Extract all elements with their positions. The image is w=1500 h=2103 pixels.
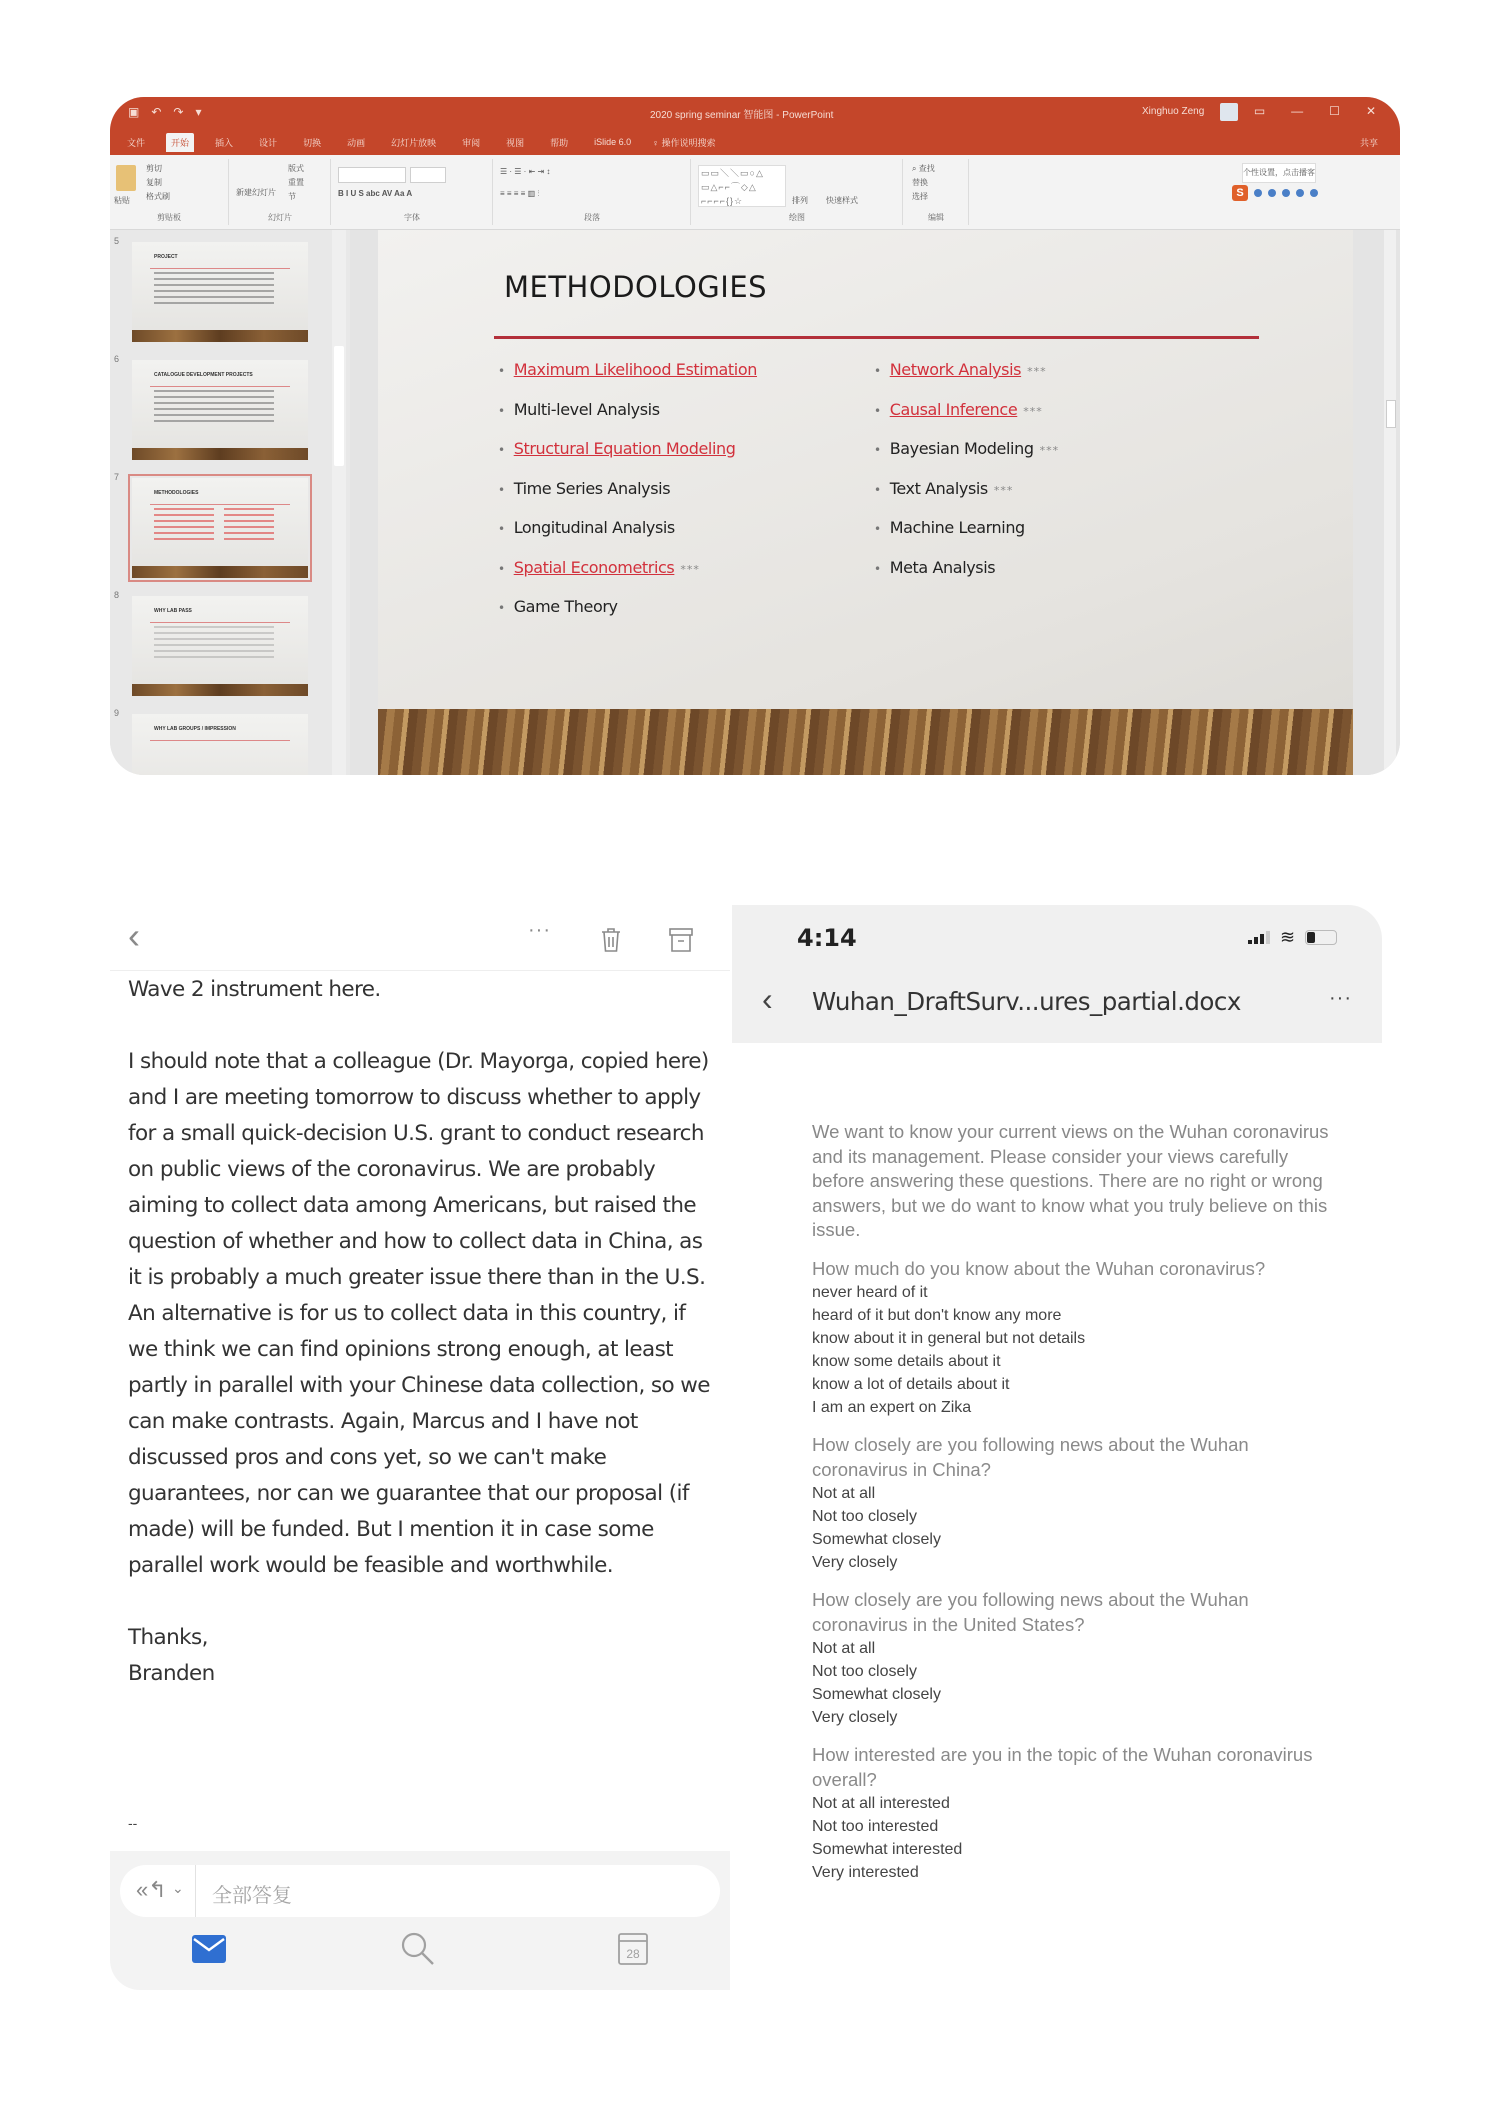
search-icon: ⌕ [912,164,919,173]
answer-option: Somewhat closely [812,1686,941,1703]
thumbnail-title: CATALOGUE DEVELOPMENT PROJECTS [154,372,253,378]
cellular-signal-icon [1248,931,1270,944]
signature-separator: -- [128,1815,138,1831]
back-button[interactable]: ‹ [762,981,773,1017]
method-item [498,350,757,390]
reply-all-field[interactable] [120,1865,720,1917]
thumbnail-title: METHODOLOGIES [154,490,199,496]
find-button[interactable] [912,163,935,174]
survey-question: How interested are you in the topic of the Wuhan coronavirus overall? [812,1744,1313,1790]
bullet-icon: • [874,561,881,576]
status-time: 4:14 [797,924,857,952]
reply-all-icon[interactable]: «↰ [136,1877,167,1902]
tell-me-search[interactable] [652,136,715,149]
answer-option: Not at all [812,1640,876,1657]
method-label: Text Analysis [889,478,988,498]
title-divider [494,336,1259,339]
thumbnail-number: 8 [114,590,120,600]
survey-question: How much do you know about the Wuhan coronavirus? [812,1257,1266,1279]
shapes-gallery[interactable]: ▭▭＼＼▭○△ ▭△⌐⌐⌒◇△ ⌐⌐⌐⌐{}☆ [698,165,786,207]
current-slide[interactable] [378,230,1353,775]
methods-list-right [874,350,1059,587]
scrollbar-thumb[interactable] [334,346,344,466]
font-format-buttons[interactable]: B I U S abc AV Aa A [338,189,413,198]
answer-options [812,1637,1332,1729]
archive-icon[interactable] [668,927,694,953]
paste-icon[interactable] [116,165,136,191]
quick-styles-button[interactable]: 快速样式 [826,196,858,205]
bullet-icon: • [498,443,505,457]
bullet-icon: • [498,601,505,615]
email-body [128,972,718,1692]
thumbnail-title: PROJECT [154,254,178,260]
ime-skin-icon[interactable] [1310,189,1318,197]
back-button[interactable]: ‹ [128,915,140,956]
answer-option: Not at all [812,1485,876,1502]
method-label: Meta Analysis [889,557,996,577]
bullet-icon: • [874,522,881,536]
method-item [874,390,1059,430]
calendar-day: 28 [626,1947,640,1961]
slide-thumbnail[interactable] [132,596,308,696]
answer-option: know some details about it [812,1353,1001,1370]
save-icon[interactable]: ▣ [128,105,140,119]
ribbon-group-font [332,159,493,225]
slide-title[interactable]: METHODOLOGIES [504,270,768,304]
method-label: Longitudinal Analysis [513,518,675,537]
answer-option: I am an expert on Zika [812,1399,972,1416]
thumbnail-title: WHY LAB PASS [154,608,192,614]
thumbnail-title: WHY LAB GROUPS / IMPRESSION [154,726,236,732]
redo-icon[interactable]: ↷ [173,105,184,119]
survey-question: How closely are you following news about the Wuhan coronavirus in the United States? [812,1589,1249,1635]
lightbulb-icon: ♀ [652,137,662,148]
wifi-icon: ≋ [1280,927,1296,947]
group-label-slides: 幻灯片 [268,213,292,222]
thumbnail-number: 5 [114,236,120,246]
answer-option: Very interested [812,1864,919,1881]
slide-thumbnail-selected[interactable] [132,478,308,578]
tab-review[interactable]: 审阅 [462,137,481,148]
user-name[interactable]: Xinghuo Zeng [1142,106,1205,117]
ribbon-group-slides [230,159,331,225]
email-paragraph: Wave 2 instrument here. [128,977,381,1002]
new-slide-button[interactable]: 新建幻灯片 [236,188,276,197]
section-button[interactable]: 节 [288,192,296,201]
ribbon-group-clipboard [110,159,229,225]
method-link[interactable]: Maximum Likelihood Estimation [513,360,757,379]
methods-list-left [498,350,757,627]
slide-thumbnail[interactable] [132,242,308,342]
survey-question: How closely are you following news about the Wuhan coronavirus in China? [812,1434,1249,1480]
method-label: Machine Learning [889,518,1025,537]
reply-bar [110,1851,730,1990]
method-link[interactable]: Network Analysis [889,360,1022,379]
slide-thumbnail-panel [110,230,350,775]
bullet-icon: • [498,364,505,378]
answer-option: Very closely [812,1554,898,1571]
method-item [498,390,757,430]
slide-thumbnail[interactable] [132,360,308,460]
editor-scrollbar[interactable] [1384,230,1396,775]
tab-insert[interactable]: 插入 [215,137,234,148]
bullet-icon: • [498,482,505,497]
bullet-icon: • [874,403,881,418]
arrange-button[interactable]: 排列 [792,196,808,205]
tab-slideshow[interactable]: 幻灯片放映 [391,137,437,148]
cut-button[interactable]: 剪切 [146,164,162,173]
method-item [874,350,1059,390]
ime-settings-box[interactable]: 个性设置，点击播客 [1242,163,1316,183]
ribbon-tabs [110,129,1400,155]
method-item [874,508,1059,548]
answer-option: Somewhat interested [812,1841,963,1858]
tell-me-label: 操作说明搜索 [661,137,716,148]
group-label-drawing: 绘图 [789,213,805,222]
trash-icon[interactable] [600,927,622,953]
maximize-icon[interactable]: ☐ [1329,104,1340,118]
tab-file[interactable]: 文件 [127,137,146,148]
thumbnail-number: 7 [114,472,120,482]
document-viewer [732,905,1392,1990]
method-link[interactable]: Spatial Econometrics [513,557,675,577]
answer-option: Not at all interested [812,1795,950,1812]
email-view [110,905,730,1990]
group-label-editing: 编辑 [928,213,944,222]
ribbon-display-icon[interactable]: ▭ [1253,104,1266,118]
method-item [498,548,757,588]
replace-button[interactable]: 替换 [912,178,928,187]
answer-options [812,1792,1332,1884]
bullet-icon: • [498,522,505,536]
thumbnail-number: 9 [114,708,120,718]
more-options-button[interactable]: ··· [528,919,551,941]
ime-toolbar [1232,185,1318,201]
ribbon [110,155,1400,230]
email-sender-name: Branden [128,1661,215,1686]
undo-icon[interactable]: ↶ [151,105,162,119]
font-name-select[interactable] [338,167,406,183]
method-label: Time Series Analysis [513,478,671,498]
tab-help[interactable]: 帮助 [550,137,569,148]
method-item [498,587,757,627]
answer-option: never heard of it [812,1284,928,1301]
slide-editor [350,230,1400,775]
wood-floor-decoration [378,709,1353,775]
ribbon-group-paragraph [494,159,691,225]
priority-mark: *** [993,483,1014,497]
layout-button[interactable]: 版式 [288,164,304,173]
font-size-select[interactable] [410,167,446,183]
priority-mark: *** [1039,444,1060,457]
tab-design[interactable]: 设计 [259,137,278,148]
method-link[interactable]: Structural Equation Modeling [513,439,736,458]
window-controls [1254,104,1376,118]
priority-mark: *** [680,562,700,576]
bullet-icon: • [498,561,505,576]
sogou-logo-icon[interactable]: S [1232,185,1248,201]
answer-option: Somewhat closely [812,1531,941,1548]
group-label-font: 字体 [404,213,420,222]
ime-keyboard-icon[interactable] [1296,189,1304,197]
more-options-button[interactable]: ··· [1329,987,1352,1009]
ribbon-group-editing [904,159,969,225]
powerpoint-window [110,97,1400,775]
ime-punct-icon[interactable] [1268,189,1276,197]
close-icon[interactable]: ✕ [1365,104,1376,118]
ime-voice-icon[interactable] [1282,189,1290,197]
tab-islide[interactable]: iSlide 6.0 [594,137,632,147]
priority-mark: *** [1027,365,1047,378]
slide-thumbnail[interactable] [132,714,308,775]
method-label: Multi-level Analysis [513,399,660,419]
customize-icon[interactable]: ▾ [195,105,202,119]
tab-home[interactable]: 开始 [166,133,194,152]
survey-intro: We want to know your current views on the Wuhan coronavirus and its management. Please consider your views carefully before answering these questions. There are no right or wrong answers, but we do want to know what you truly believe on this issue. [812,1121,1329,1240]
copy-button[interactable]: 复制 [146,178,162,187]
method-link[interactable]: Causal Inference [889,399,1018,419]
document-header [732,905,1382,1043]
answer-option: Not too closely [812,1663,917,1680]
group-label-paragraph: 段落 [584,213,600,222]
answer-option: know a lot of details about it [812,1376,1010,1393]
list-buttons[interactable]: ☰ · ☰ · ⇤ ⇥ ↕ [500,167,551,176]
document-filename: Wuhan_DraftSurv...ures_partial.docx [812,987,1241,1016]
email-toolbar [110,905,730,971]
method-item [498,508,757,548]
mail-tab-icon[interactable] [192,1935,226,1963]
ppt-titlebar [110,97,1400,129]
document-content [812,1120,1332,1898]
status-icons [1248,927,1337,948]
reply-placeholder[interactable]: 全部答复 [212,1885,292,1907]
tab-animations[interactable]: 动画 [347,137,366,148]
answer-options [812,1482,1332,1574]
battery-icon [1305,930,1337,945]
find-label: 查找 [918,164,935,173]
method-item [874,548,1059,588]
reset-button[interactable]: 重置 [288,178,304,187]
align-buttons[interactable]: ≡ ≡ ≡ ≡ ▥ ⫶ [500,189,540,198]
bullet-icon: • [498,403,505,418]
select-button[interactable]: 选择 [912,192,928,201]
tab-view[interactable]: 视图 [506,137,525,148]
avatar[interactable] [1220,103,1238,121]
search-tab-icon[interactable] [400,1931,436,1967]
method-item [498,429,757,469]
tab-transitions[interactable]: 切换 [303,137,322,148]
ime-emoji-icon[interactable] [1254,189,1262,197]
method-item [874,469,1059,509]
format-painter-button[interactable]: 格式刷 [146,192,170,201]
answer-option: know about it in general but not details [812,1330,1086,1347]
ribbon-group-drawing [692,159,903,225]
minimize-icon[interactable]: — [1291,104,1304,118]
answer-option: Not too closely [812,1508,917,1525]
answer-option: heard of it but don't know any more [812,1307,1062,1324]
answer-option: Not too interested [812,1818,939,1835]
thumbnail-scrollbar[interactable] [332,230,346,775]
method-item [874,429,1059,469]
method-item [498,469,757,509]
bullet-icon: • [874,482,881,497]
method-label: Game Theory [513,597,618,616]
bullet-icon: • [874,364,881,378]
answer-option: Very closely [812,1709,898,1726]
quick-access-toolbar [128,105,202,119]
scrollbar-thumb[interactable] [1386,400,1396,428]
window-title: 2020 spring seminar 智能图 - PowerPoint [650,110,834,121]
answer-options [812,1281,1332,1419]
priority-mark: *** [1023,404,1043,418]
group-label-clipboard: 剪贴板 [157,213,181,222]
method-label: Bayesian Modeling [889,439,1034,458]
email-signoff: Thanks, [128,1625,208,1650]
bullet-icon: • [874,443,881,457]
thumbnail-number: 6 [114,354,120,364]
share-button[interactable]: 共享 [1359,138,1378,148]
survey-questions [812,1257,1332,1885]
paste-button[interactable]: 粘贴 [114,196,130,205]
chevron-down-icon[interactable]: ⌄ [172,1880,184,1896]
email-paragraph: I should note that a colleague (Dr. Mayorga, copied here) and I are meeting tomorrow to discuss whether to apply for a small quick-decision U.S. grant to conduct research on public views of the coronavirus. We are probably aiming to collect data among Americans, but raised the question of whether and how to collect data in China, as it is probably a much greater issue there than in the U.S. An alternative is for us to collect data in this country, if we think we can find opinions strong enough, at least partly in parallel with your Chinese data collection, so we can make contrasts. Again, Marcus and I have not discussed pros and cons yet, so we can't make guarantees, nor can we guarantee that our proposal (if made) will be funded. But I mention it in case some parallel work would be feasible and worthwhile. [128,1049,710,1578]
divider [195,1865,196,1917]
calendar-tab-icon[interactable] [618,1931,648,1965]
